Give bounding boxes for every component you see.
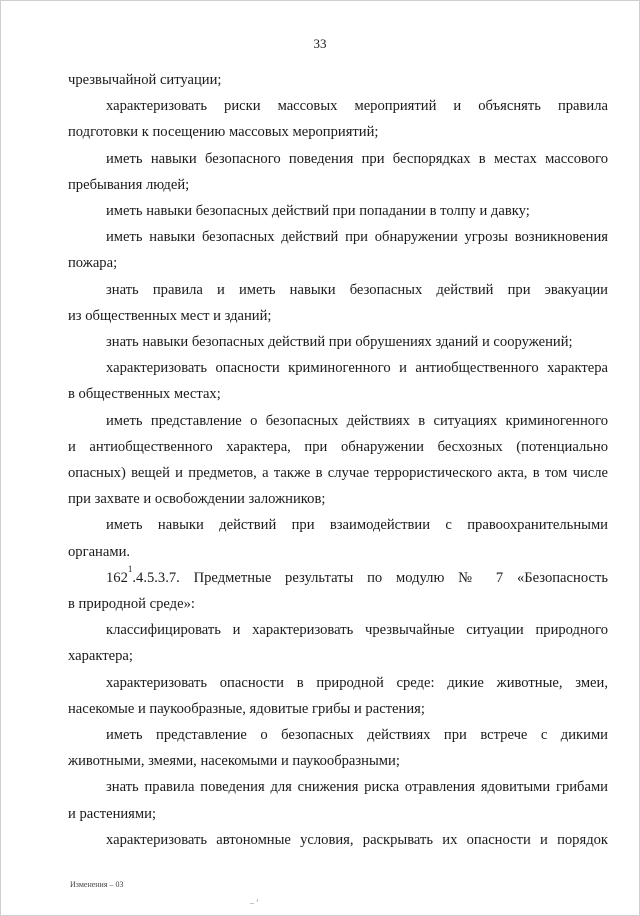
text-line: характеризовать риски массовых мероприятий и объяснять правила bbox=[106, 98, 608, 115]
text-line: подготовки к посещению массовых мероприятий; bbox=[68, 124, 379, 141]
text-line: органами. bbox=[68, 543, 131, 560]
text-line: иметь навыки безопасных действий при попадании в толпу и давку; bbox=[106, 203, 530, 219]
text-line: характера; bbox=[68, 648, 133, 665]
text-line: животными, змеями, насекомыми и паукообразными; bbox=[68, 753, 400, 770]
clause-text: .4.5.3.7. Предметные результаты по модулю № 7 «Безопасность bbox=[132, 569, 608, 586]
text-line: знать навыки безопасных действий при обрушениях зданий и сооружений; bbox=[106, 334, 573, 350]
text-line: и растениями; bbox=[68, 805, 156, 822]
text-line: характеризовать опасности в природной среде: дикие животные, змеи, bbox=[106, 674, 608, 691]
text-line: и антиобщественного характера, при обнаружении бесхозных (потенциально bbox=[68, 438, 608, 455]
text-line: иметь представление о безопасных действиях в ситуациях криминогенного bbox=[106, 412, 608, 429]
clause-number: 162 bbox=[106, 569, 128, 586]
text-line: иметь навыки действий при взаимодействии с правоохранительными bbox=[106, 517, 608, 534]
text-line: чрезвычайной ситуации; bbox=[68, 72, 222, 88]
text-line: пребывания людей; bbox=[68, 176, 190, 193]
text-line bbox=[106, 563, 608, 588]
text-line: классифицировать и характеризовать чрезвычайные ситуации природного bbox=[106, 622, 608, 639]
scan-mark: ‒ ’ bbox=[250, 898, 259, 907]
clause-superscript: 1 bbox=[127, 563, 133, 574]
text-line: в природной среде»: bbox=[68, 596, 195, 612]
page-number: 33 bbox=[313, 36, 327, 51]
text-line: насекомые и паукообразные, ядовитые грибы и растения; bbox=[68, 700, 425, 717]
text-line: характеризовать опасности криминогенного и антиобщественного характера bbox=[106, 360, 608, 377]
text-line: в общественных местах; bbox=[68, 386, 221, 403]
text-line: иметь навыки безопасных действий при обнаружении угрозы возникновения bbox=[106, 229, 608, 246]
text-line: знать правила поведения для снижения риска отравления ядовитыми грибами bbox=[106, 779, 608, 796]
text-line: пожара; bbox=[68, 255, 118, 272]
footer-note: Изменения – 03 bbox=[70, 880, 124, 889]
text-line: знать правила и иметь навыки безопасных действий при эвакуации bbox=[106, 281, 608, 298]
text-line: характеризовать автономные условия, раскрывать их опасности и порядок bbox=[106, 831, 608, 848]
text-line: иметь представление о безопасных действиях при встрече с дикими bbox=[106, 727, 608, 743]
text-line: из общественных мест и зданий; bbox=[68, 307, 272, 324]
text-line: при захвате и освобождении заложников; bbox=[68, 491, 326, 508]
text-line: опасных) вещей и предметов, а также в случае террористического акта, в том числе bbox=[68, 465, 608, 481]
text-line: иметь навыки безопасного поведения при беспорядках в местах массового bbox=[106, 150, 608, 167]
